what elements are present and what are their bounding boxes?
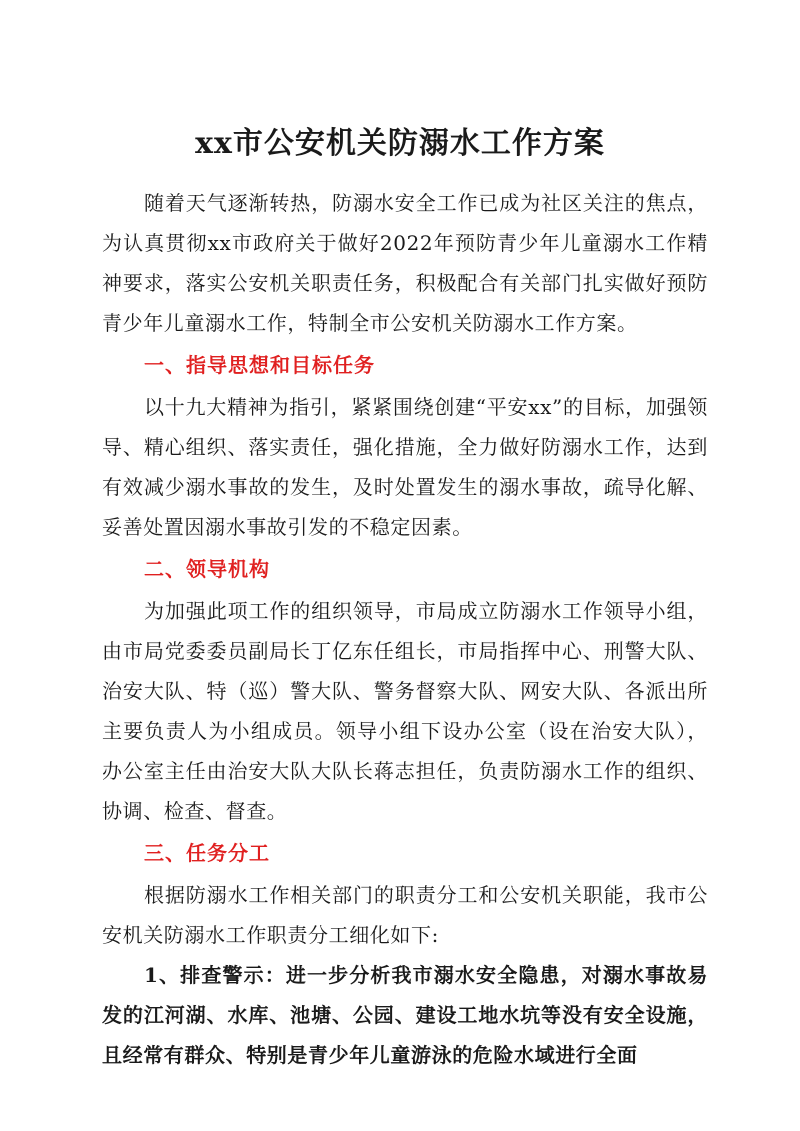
intro-paragraph: 随着天气逐渐转热，防溺水安全工作已成为社区关注的焦点，为认真贯彻xx市政府关于做好2022年预防青少年儿童溺水工作精神要求，落实公安机关职责任务，积极配合有关部门扎实做好预防青少年儿童溺水工作，特制全市公安机关防溺水工作方案。 — [102, 191, 708, 335]
task-item-inspection: 1、排查警示：进一步分析我市溺水安全隐患，对溺水事故易发的江河湖、水库、池塘、公园、建设工地水坑等没有安全设施，且经常有群众、特别是青少年儿童游泳的危险水域进行全面 — [102, 963, 708, 1067]
section-paragraph: 以十九大精神为指引，紧紧围绕创建“平安xx”的目标，加强领导、精心组织、落实责任，强化措施，全力做好防溺水工作，达到有效减少溺水事故的发生，及时处置发生的溺水事故，疏导化解、妥善处置因溺水事故引发的不稳定因素。 — [102, 395, 708, 539]
section-heading-leadership: 二、领导机构 — [144, 557, 270, 581]
section-paragraph: 为加强此项工作的组织领导，市局成立防溺水工作领导小组，由市局党委委员副局长丁亿东任组长，市局指挥中心、刑警大队、治安大队、特（巡）警大队、警务督察大队、网安大队、各派出所主要负责人为小组成员。领导小组下设办公室（设在治安大队），办公室主任由治安大队大队长蒋志担任，负责防溺水工作的组织、协调、检查、督查。 — [102, 599, 708, 823]
section-heading-task-division: 三、任务分工 — [144, 841, 270, 865]
section-heading-guiding-ideology: 一、指导思想和目标任务 — [144, 353, 375, 377]
document-title: xx市公安机关防溺水工作方案 — [195, 126, 605, 161]
section-paragraph: 根据防溺水工作相关部门的职责分工和公安机关职能，我市公安机关防溺水工作职责分工细化如下: — [102, 883, 708, 947]
document-body — [102, 183, 708, 1075]
